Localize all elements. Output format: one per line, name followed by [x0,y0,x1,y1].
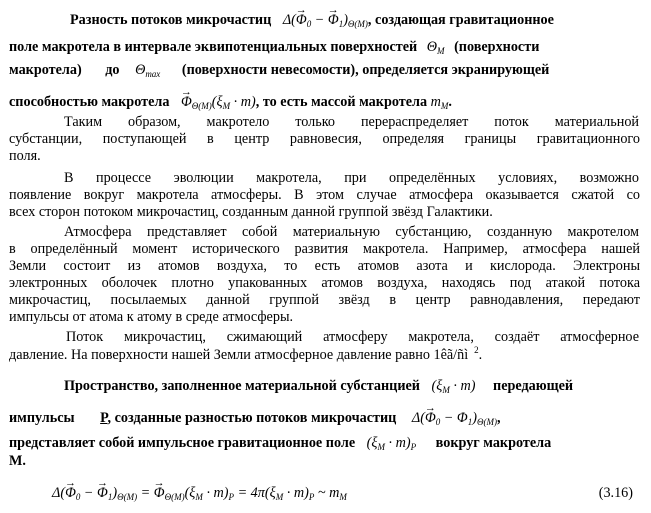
p5-line-2 [9,410,501,427]
bold-line-2 [9,39,539,56]
formula-flux-difference: $\Delta(\to \Phi_0$ − → $\Phi_1)_{\Theta(М)}$ [283,12,368,28]
theta: Θ [426,39,438,55]
sub: М [437,46,445,56]
text: представляет собой импульсное гравитационное поле [9,435,356,451]
p3-line-6: импульсы от атома к атому в среде атмосферы. [9,309,294,325]
p4-line-1: Поток микрочастиц, сжимающий атмосферу макротела, создаёт атмосферное [66,329,639,345]
p1-line-3: поля. [9,148,41,164]
text: импульсы [9,410,75,426]
theta-m-symbol [427,39,445,55]
p4-line-2 [9,347,482,364]
text: давление. На поверхности нашей Земли атмосферное давление равно 1 [9,347,441,363]
text: , [496,410,501,426]
p3-line-5: микрочастиц, посылаемых данной группой звёзд в центр равнодавления, передают [9,292,640,308]
text: макротела) [9,62,82,78]
formula-flux-difference-2: $\Delta(\to \Phi_0 - \Phi_1)_{\Theta(М)}$ [412,410,497,426]
p1-line-2: субстанции, поступающей в центр равновесия, определяя границы гравитационного [9,131,640,147]
text: (поверхности [454,39,540,55]
formula-xi-m-p: $(\xi_М \cdot m)_P$ [366,435,417,452]
text: (поверхности невесомости), определяется экранирующей [181,62,550,78]
sub: max [145,69,161,79]
p3-line-1: Атмосфера представляет собой материальную субстанцию, созданную макротелом [64,224,639,240]
text: , то есть массой макротела [255,94,428,110]
p5-line-1 [64,378,573,395]
text: способностью макротела [9,94,170,110]
text: . [448,94,452,110]
sub: М [440,101,449,111]
p2-line-2: появление вокруг макротела атмосферы. В этом случае атмосфера оказывается сжатой со [9,187,640,203]
bold-line-4 [9,94,452,111]
impulse-p: P [100,410,108,426]
p3-line-3: Земли состоит из атомов воздуха, то есть атомов азота и кислорода. Электроны [9,258,640,274]
unit: êã/ñì [440,347,469,363]
text: Пространство, заполненное материальной субстанцией [64,378,420,394]
theta-max-symbol [135,62,160,78]
formula-xi-m: $(\xi_М \cdot m)$ [431,378,476,395]
p5-line-3 [9,435,551,452]
m: m [430,94,441,110]
text: передающей [493,378,574,394]
p3-line-4: электронных оболочек плотно упакованных атомов воздуха, находясь под атакой потока [9,275,640,291]
equation-number: (3.16) [598,485,633,501]
text: Разность потоков микрочастиц [70,12,272,28]
text: поле макротела в интервале эквипотенциальных поверхностей [9,39,418,55]
text: , созданные разностью потоков микрочастиц [107,410,397,426]
p2-line-3: всех сторон потоком микрочастиц, созданным данной группой звёзд Галактики. [9,204,493,220]
formula-phi-m: → $\Phi_{\Theta(М)}(\xi_М \cdot m)$ [181,94,256,110]
text: , создающая гравитационное [367,12,554,28]
p3-line-2: в определённый момент исторического развития макротела. Например, атмосфера нашей [9,241,640,257]
p1-line-1: Таким образом, макротело только перераспределяет поток материальной [64,114,639,130]
theta: Θ [135,62,146,78]
bold-line-3 [9,62,549,79]
text: до [105,62,120,78]
text: . [478,347,483,363]
exponent: 2 [474,345,479,355]
bold-line-1 [70,12,554,29]
text: вокруг макротела [435,435,552,451]
p2-line-1: В процессе эволюции макротела, при определённых условиях, возможно [64,170,639,186]
mass-symbol [431,94,449,110]
equation-3-16: $\Delta(\to \Phi_0$ − → $\Phi_1)_{\Theta(М)}$ = → $\Phi_{\Theta(М)}(\xi_М \cdot m)_P = 4\pi(\xi_М \cdot m)_P$ ~ $m_М$ [52,485,347,502]
p5-line-4: М. [9,453,26,469]
